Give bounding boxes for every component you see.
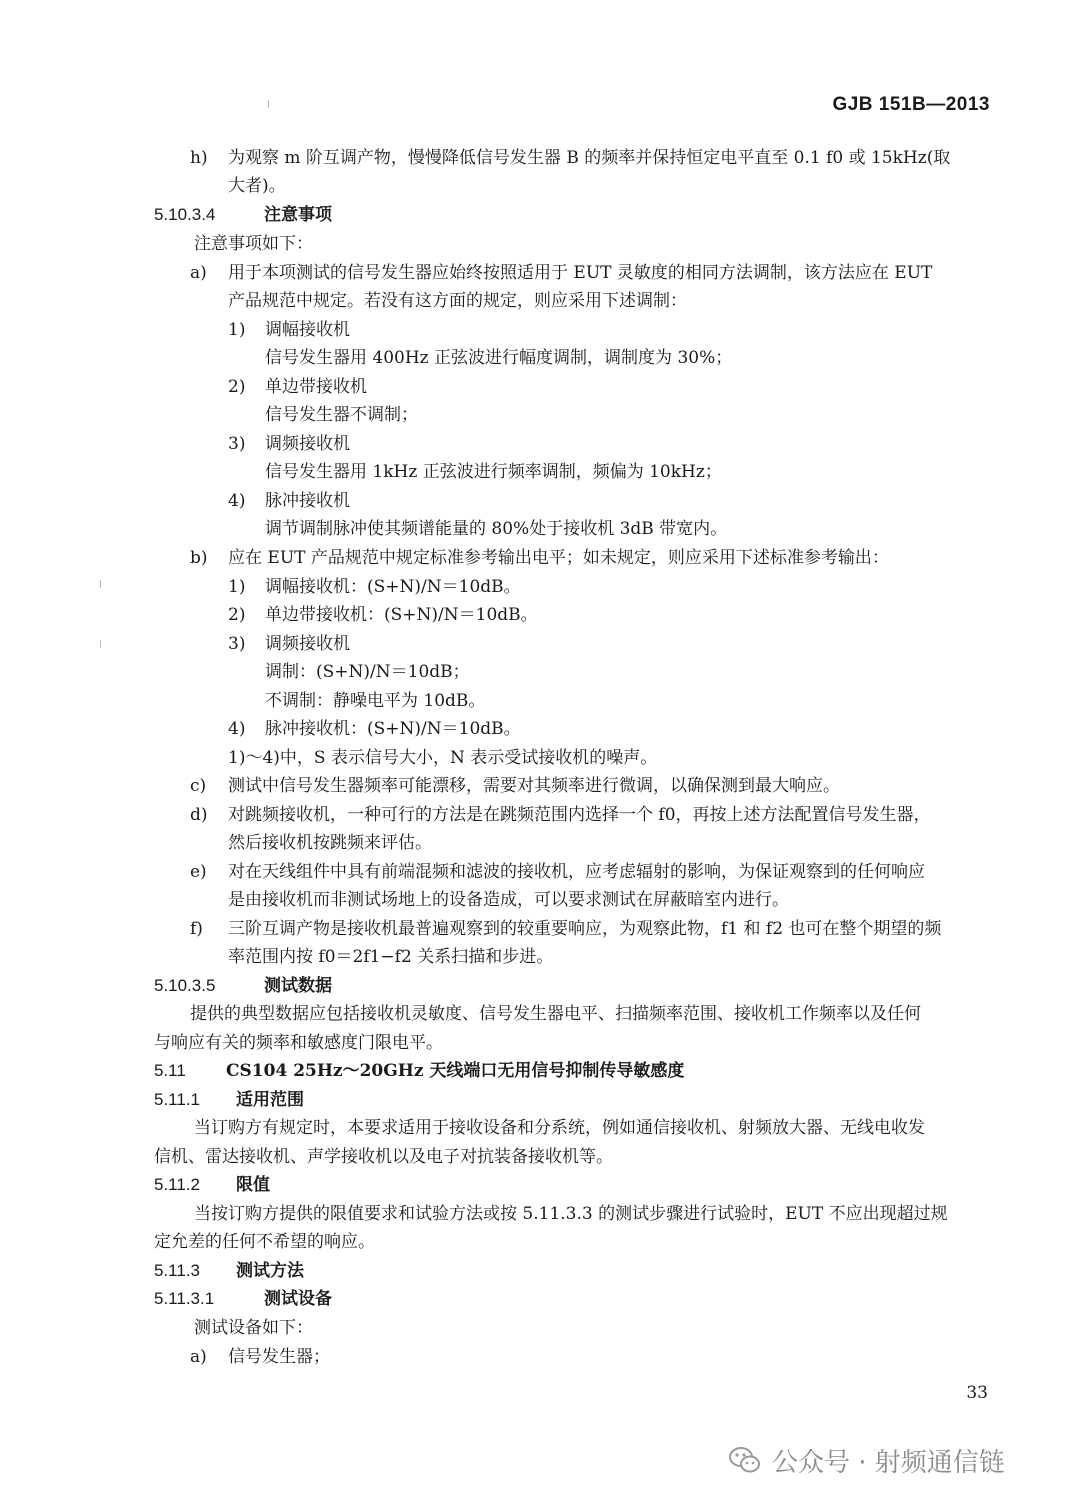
text-line bbox=[194, 1203, 948, 1225]
line-text: 对在天线组件中具有前端混频和滤波的接收机，应考虑辐射的影响，为保证观察到的任何响应 bbox=[228, 862, 925, 882]
section-title: 限值 bbox=[236, 1175, 270, 1195]
line-text: 当订购方有规定时，本要求适用于接收设备和分系统，例如通信接收机、射频放大器、无线电收发 bbox=[194, 1118, 925, 1138]
item-label: e) bbox=[190, 862, 207, 882]
line-text: 脉冲接收机：(S+N)/N＝10dB。 bbox=[265, 719, 521, 739]
section-number: 5.11.2 bbox=[154, 1175, 201, 1194]
watermark bbox=[728, 1440, 1005, 1480]
line-text: 调频接收机 bbox=[265, 634, 350, 654]
line-text: 信号发生器； bbox=[228, 1347, 330, 1367]
text-line bbox=[190, 262, 932, 284]
line-text: 调频接收机 bbox=[265, 434, 350, 454]
text-line bbox=[228, 490, 350, 512]
section-number: 5.10.3.4 bbox=[154, 205, 216, 224]
text-line bbox=[228, 576, 521, 598]
item-label: 1) bbox=[228, 577, 246, 597]
text-line bbox=[190, 918, 941, 940]
section-title: CS104 25Hz～20GHz 天线端口无用信号抑制传导敏感度 bbox=[226, 1061, 685, 1081]
text-line bbox=[228, 747, 657, 769]
line-text: 率范围内按 f0＝2f1−f2 关系扫描和步进。 bbox=[228, 947, 554, 967]
item-label: 3) bbox=[228, 634, 246, 654]
text-line bbox=[154, 1146, 613, 1168]
section-title: 测试设备 bbox=[264, 1289, 332, 1309]
item-label: c) bbox=[190, 776, 207, 796]
watermark-text: 公众号 · 射频通信链 bbox=[772, 1447, 1005, 1478]
text-line bbox=[228, 175, 286, 197]
text-line bbox=[154, 1032, 443, 1054]
text-line bbox=[190, 147, 950, 169]
text-line bbox=[228, 633, 350, 655]
line-text: 测试设备如下： bbox=[194, 1318, 313, 1338]
text-line bbox=[190, 775, 840, 797]
scan-mark bbox=[100, 640, 101, 648]
section-number: 5.10.3.5 bbox=[154, 976, 216, 995]
item-label: 4) bbox=[228, 719, 246, 739]
item-label: h) bbox=[190, 148, 208, 168]
text-line bbox=[190, 1346, 330, 1368]
line-text: 信号发生器不调制； bbox=[265, 405, 418, 425]
item-label: 1) bbox=[228, 320, 246, 340]
line-text: 调幅接收机 bbox=[265, 320, 350, 340]
text-line bbox=[154, 1231, 375, 1253]
line-text: 大者)。 bbox=[228, 176, 286, 196]
section-number: 5.11.3.1 bbox=[154, 1289, 215, 1308]
text-line bbox=[228, 832, 432, 854]
text-line bbox=[228, 376, 367, 398]
text-line bbox=[228, 604, 538, 626]
line-text: 1)～4)中，S 表示信号大小，N 表示受试接收机的噪声。 bbox=[228, 748, 658, 768]
line-text: 与响应有关的频率和敏感度门限电平。 bbox=[154, 1033, 443, 1053]
text-line bbox=[228, 433, 350, 455]
text-line bbox=[190, 547, 889, 569]
standard-id: GJB 151B—2013 bbox=[832, 94, 990, 115]
section-number: 5.11.3 bbox=[154, 1261, 201, 1280]
line-text: 调制：(S+N)/N＝10dB； bbox=[265, 662, 470, 682]
line-text: 测试中信号发生器频率可能漂移，需要对其频率进行微调，以确保测到最大响应。 bbox=[228, 776, 840, 796]
line-text: 三阶互调产物是接收机最普遍观察到的较重要响应，为观察此物，f1 和 f2 也可在整个期望的频 bbox=[228, 919, 942, 939]
scan-mark bbox=[268, 100, 269, 108]
page-number: 33 bbox=[966, 1383, 988, 1403]
section-heading bbox=[154, 1174, 270, 1196]
text-line bbox=[228, 718, 521, 740]
item-label: 2) bbox=[228, 605, 246, 625]
line-text: 信号发生器用 1kHz 正弦波进行频率调制，频偏为 10kHz； bbox=[265, 462, 722, 482]
text-line bbox=[265, 518, 727, 540]
section-title: 适用范围 bbox=[236, 1090, 304, 1110]
section-number: 5.11 bbox=[154, 1061, 186, 1080]
line-text: 当按订购方提供的限值要求和试验方法或按 5.11.3.3 的测试步骤进行试验时，EUT 不应出现超过规 bbox=[194, 1204, 948, 1224]
section-heading bbox=[154, 1288, 332, 1310]
item-label: 3) bbox=[228, 434, 246, 454]
text-line bbox=[265, 404, 418, 426]
line-text: 信号发生器用 400Hz 正弦波进行幅度调制，调制度为 30%； bbox=[265, 348, 733, 368]
text-line bbox=[194, 233, 313, 255]
text-line bbox=[228, 946, 553, 968]
line-text: 单边带接收机 bbox=[265, 377, 367, 397]
line-text: 是由接收机而非测试场地上的设备造成，可以要求测试在屏蔽暗室内进行。 bbox=[228, 890, 789, 910]
text-line bbox=[228, 319, 350, 341]
line-text: 调幅接收机：(S+N)/N＝10dB。 bbox=[265, 577, 521, 597]
section-heading bbox=[154, 1060, 684, 1082]
text-line bbox=[265, 661, 470, 683]
text-line bbox=[194, 1317, 313, 1339]
line-text: 提供的典型数据应包括接收机灵敏度、信号发生器电平、扫描频率范围、接收机工作频率以及任何 bbox=[190, 1004, 921, 1024]
text-line bbox=[228, 290, 687, 312]
item-label: a) bbox=[190, 263, 207, 283]
text-line bbox=[228, 889, 789, 911]
line-text: 单边带接收机：(S+N)/N＝10dB。 bbox=[265, 605, 538, 625]
line-text: 产品规范中规定。若没有这方面的规定，则应采用下述调制： bbox=[228, 291, 687, 311]
scan-mark bbox=[100, 580, 101, 588]
section-heading bbox=[154, 975, 332, 997]
line-text: 调节调制脉冲使其频谱能量的 80%处于接收机 3dB 带宽内。 bbox=[265, 519, 728, 539]
section-title: 测试方法 bbox=[236, 1261, 304, 1281]
section-number: 5.11.1 bbox=[154, 1090, 201, 1109]
line-text: 信机、雷达接收机、声学接收机以及电子对抗装备接收机等。 bbox=[154, 1147, 613, 1167]
section-heading bbox=[154, 1089, 304, 1111]
line-text: 用于本项测试的信号发生器应始终按照适用于 EUT 灵敏度的相同方法调制，该方法应在 EUT bbox=[228, 263, 933, 283]
line-text: 应在 EUT 产品规范中规定标准参考输出电平；如未规定，则应采用下述标准参考输出： bbox=[228, 548, 889, 568]
section-title: 注意事项 bbox=[264, 205, 332, 225]
line-text: 注意事项如下： bbox=[194, 234, 313, 254]
item-label: 4) bbox=[228, 491, 246, 511]
line-text: 定允差的任何不希望的响应。 bbox=[154, 1232, 375, 1252]
text-line bbox=[194, 1117, 925, 1139]
item-label: a) bbox=[190, 1347, 207, 1367]
text-line bbox=[265, 347, 732, 369]
item-label: b) bbox=[190, 548, 208, 568]
text-line bbox=[265, 461, 722, 483]
text-line bbox=[190, 861, 925, 883]
line-text: 不调制：静噪电平为 10dB。 bbox=[265, 691, 486, 711]
section-heading bbox=[154, 204, 332, 226]
item-label: d) bbox=[190, 805, 208, 825]
section-heading bbox=[154, 1260, 304, 1282]
item-label: f) bbox=[190, 919, 203, 939]
text-line bbox=[190, 804, 931, 826]
text-line bbox=[190, 1003, 921, 1025]
text-line bbox=[265, 690, 485, 712]
item-label: 2) bbox=[228, 377, 246, 397]
line-text: 对跳频接收机，一种可行的方法是在跳频范围内选择一个 f0，再按上述方法配置信号发生器， bbox=[228, 805, 931, 825]
wechat-icon bbox=[728, 1445, 762, 1475]
section-title: 测试数据 bbox=[264, 976, 332, 996]
line-text: 为观察 m 阶互调产物，慢慢降低信号发生器 B 的频率并保持恒定电平直至 0.1 f0 或 15kHz(取 bbox=[228, 148, 951, 168]
line-text: 然后接收机按跳频来评估。 bbox=[228, 833, 432, 853]
line-text: 脉冲接收机 bbox=[265, 491, 350, 511]
